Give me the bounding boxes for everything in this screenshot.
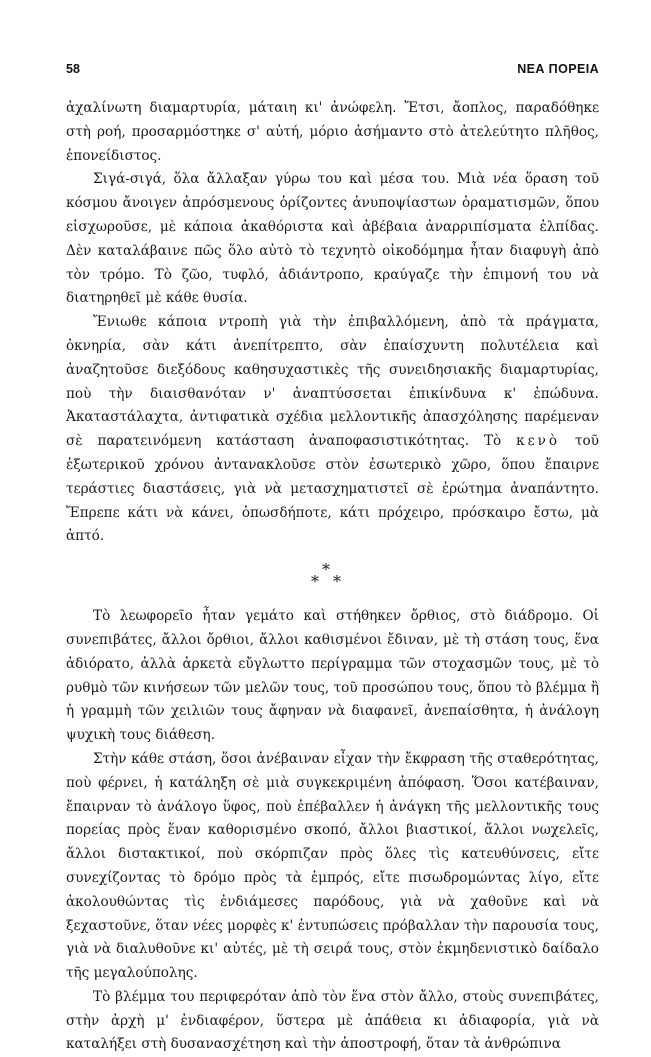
paragraph-3-text-before: Ἔνιωθε κάποια ντροπὴ γιὰ τὴν ἐπιβαλλόμενη, ἀπὸ τὰ πράγματα, ὀκνηρία, σὰν κάτι ἀνεπίτρεπτο, σὰν ἐπαίσχυντη πολυτέλεια καὶ ἀναζητοῦσε διεξόδους καθησυχαστικὲς τῆς συνειδησιακῆς διαμαρτυρίας, ποὺ τὴν διαισθανόταν ν' ἀναπτύσσεται ἐπικίνδυνα κ' ἐπώδυνα. Ἀκαταστάλαχτα, ἀντιφατικὰ σχέδια μελλοντικῆς ἀπασχόλησης παρέμεναν σὲ παρατεινόμενη κατάσταση ἀναποφασιστικότητας. Τὸ xyxy=(66,314,599,450)
paragraph-3 xyxy=(66,311,599,549)
separator-star-top: * xyxy=(322,560,330,580)
separator-star-left: * xyxy=(311,572,319,592)
paragraph-2: Σιγά-σιγά, ὅλα ἄλλαξαν γύρω του καὶ μέσα του. Μιὰ νέα ὅραση τοῦ κόσμου ἄνοιγεν ἀπρόσμενους ὁρίζοντες ἀνυποψίαστων ὁραματισμῶν, ὅπου εἰσχωροῦσε, μὲ κάποια ἀκαθόριστα καὶ ἀβέβαια ἀναρριπίσματα ἐλπίδας. Δὲν καταλάβαινε πῶς ὅλο αὐτὸ τὸ τεχνητὸ οἰκοδόμημα ἦταν διαφυγὴ ἀπὸ τὸν τρόμο. Τὸ ζῶο, τυφλό, ἀδιάντροπο, κραύγαζε τὴν ἐπιμονή του νὰ διατηρηθεῖ μὲ κάθε θυσία. xyxy=(66,171,599,307)
page-number: 58 xyxy=(66,62,80,76)
separator-star-right: * xyxy=(333,572,341,592)
emphasized-word: κενὸ xyxy=(516,433,561,450)
body-text xyxy=(66,97,599,1057)
book-page xyxy=(66,54,599,1053)
paragraph-3-text-after: τοῦ ἐξωτερικοῦ χρόνου ἀντανακλοῦσε στὸν ἐσωτερικὸ χῶρο, ὅπου ἔπαιρνε τεράστιες διαστάσεις, γιὰ νὰ μετασχηματιστεῖ σὲ ἐρώτημα ἀναπάντητο. Ἔπρεπε κάτι νὰ κάνει, ὁπωσδήποτε, κάτι πρόχειρο, πρόσκαιρο ἔστω, μὰ ἀπτό. xyxy=(66,433,599,545)
paragraph-1: ἀχαλίνωτη διαμαρτυρία, μάταιη κι' ἀνώφελη. Ἔτσι, ἄοπλος, παραδόθηκε στὴ ροή, προσαρμόστηκε σ' αὐτή, μόριο ἀσήμαντο στὸ ἀτελεύτητο πλῆθος, ἐπονείδιστος. xyxy=(66,100,599,164)
page-header xyxy=(66,54,599,78)
running-title: ΝΕΑ ΠΟΡΕΙΑ xyxy=(517,62,599,76)
paragraph-6: Τὸ βλέμμα του περιφερόταν ἀπὸ τὸν ἕνα στὸν ἄλλο, στοὺς συνεπιβάτες, στὴν ἀρχὴ μ' ἐνδιαφέρον, ὕστερα μὲ ἀπάθεια κι ἀδιαφορία, γιὰ νὰ καταλήξει στὴ δυσανασχέτηση καὶ τὴν ἀποστροφή, ὅταν τὰ ἀνθρώπινα xyxy=(66,988,599,1053)
paragraph-4: Τὸ λεωφορεῖο ἦταν γεμάτο καὶ στήθηκεν ὄρθιος, στὸ διάδρομο. Οἱ συνεπιβάτες, ἄλλοι ὄρθιοι, ἄλλοι καθισμένοι ἔδιναν, μὲ τὴ στάση τους, ἕνα ἀδιόρατο, ἀλλὰ ἀρκετὰ εὔγλωττο περίγραμμα τῶν στοχασμῶν τους, μὲ τὸ ρυθμὸ τῶν κινήσεων τῶν μελῶν τους, τοῦ προσώπου τους, ὅπου τὸ βλέμμα ἢ ἡ γραμμὴ τῶν χειλιῶν τους ἄφηναν νὰ διαφανεῖ, ἀνεπαίσθητα, ἡ ἀνάλογη ψυχικὴ τους διάθεση. xyxy=(66,608,599,744)
paragraph-5: Στὴν κάθε στάση, ὅσοι ἀνέβαιναν εἶχαν τὴν ἔκφραση τῆς σταθερότητας, ποὺ φέρνει, ἡ κατάληξη σὲ μιὰ συγκεκριμένη ἀπόφαση. Ὅσοι κατέβαιναν, ἔπαιρναν τὸ ἀνάλογο ὕφος, ποὺ ἐπέβαλλεν ἡ ἀνάγκη τῆς μελλοντικῆς τους πορείας πρὸς ἕναν καθορισμένο σκοπό, ἄλλοι βιαστικοί, ἄλλοι νωχελεῖς, ἄλλοι διστακτικοί, ποὺ σκόρπιζαν πρὸς ὅλες τὶς κατευθύνσεις, εἴτε συνεχίζοντας τὸ δρόμο πρὸς τὰ ἐμπρός, εἴτε πισωδρομώντας λίγο, εἴτε ἀκολουθώντας τὶς ἐνδιάμεσες παρόδους, γιὰ νὰ χαθοῦνε καὶ νὰ ξεχαστοῦνε, ὅταν νέες μορφὲς κ' ἐντυπώσεις πρόβαλλαν τὴν παρουσία τους, γιὰ νὰ διαλυθοῦνε κι' αὐτές, μὲ τὴ σειρά τους, στὸν ἐκμηδενιστικὸ δαίδαλο τῆς μεγαλούπολης. xyxy=(66,750,599,982)
section-separator xyxy=(66,549,599,605)
